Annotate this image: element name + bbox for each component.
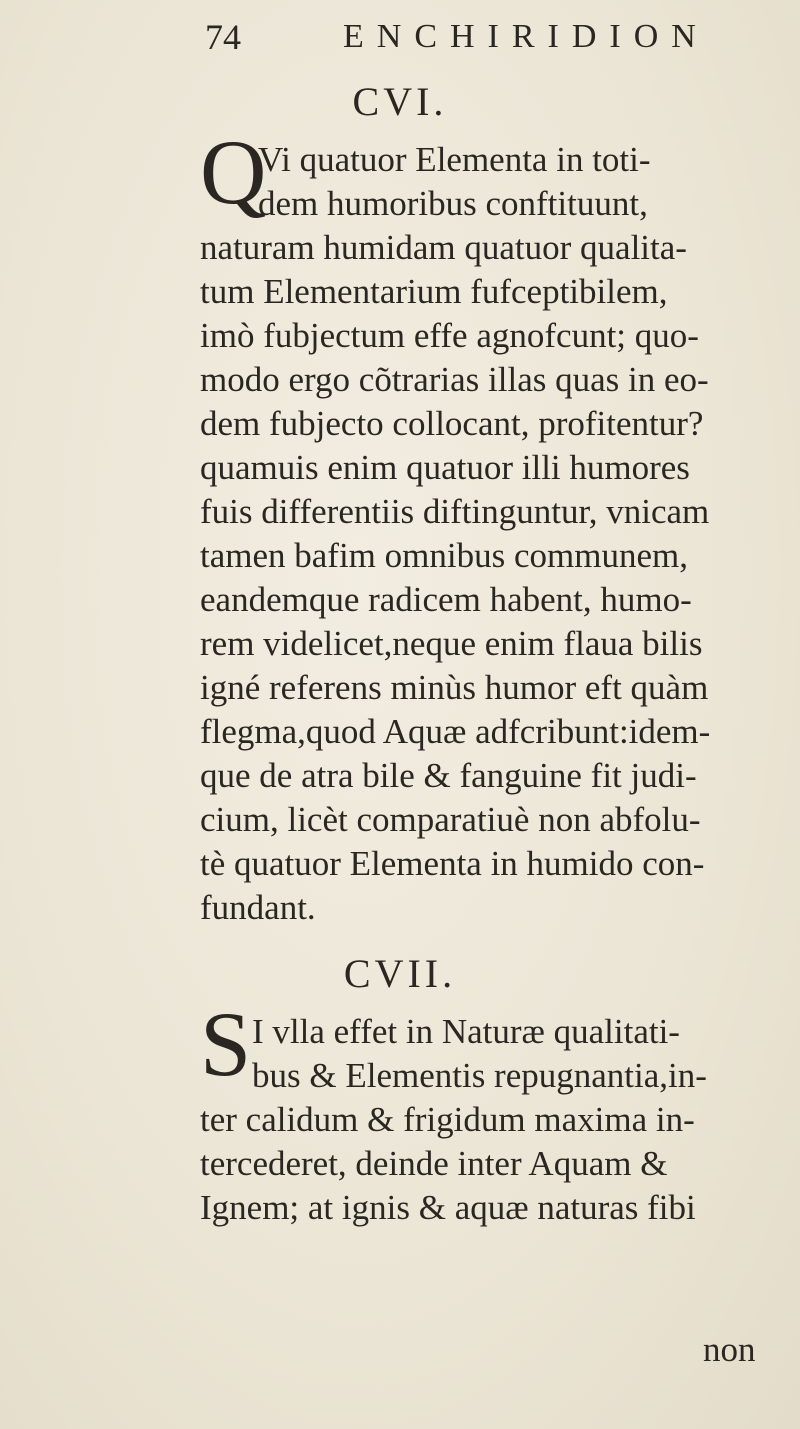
drop-cap-q: Q: [200, 121, 267, 223]
text-line: naturam humidam quatuor qualita-: [200, 228, 687, 267]
text-line: que de atra bile & fanguine fit judi-: [200, 756, 697, 795]
text-line: eandemque radicem habent, humo-: [200, 580, 692, 619]
page-number: 74: [205, 17, 241, 57]
text-line: fuis differentiis diftinguntur, vnicam: [200, 492, 710, 531]
text-line: tercederet, deinde inter Aquam &: [200, 1144, 668, 1183]
section-heading-cvii: CVII.: [343, 951, 457, 996]
text-line: tum Elementarium fufceptibilem,: [200, 272, 668, 311]
text-line: dem fubjecto collocant, profitentur?: [200, 404, 704, 443]
text-line: imò fubjectum effe agnofcunt; quo-: [200, 316, 699, 355]
text-line: Ignem; at ignis & aquæ naturas fibi: [200, 1188, 696, 1227]
text-line: Vi quatuor Elementa in toti-: [258, 140, 651, 179]
text-line: modo ergo cõtrarias illas quas in eo-: [200, 360, 709, 399]
text-line: cium, licèt comparatiuè non abfolu-: [200, 800, 701, 839]
text-line: rem videlicet,neque enim flaua bilis: [200, 624, 703, 663]
text-line: tè quatuor Elementa in humido con-: [200, 844, 705, 883]
text-line: quamuis enim quatuor illi humores: [200, 448, 690, 487]
running-title: ENCHIRIDION: [343, 18, 709, 55]
catchword: non: [703, 1330, 756, 1369]
text-line: bus & Elementis repugnantia,in-: [252, 1056, 707, 1095]
running-header: [0, 14, 800, 64]
text-line: I vlla effet in Naturæ qualitati-: [252, 1012, 680, 1051]
drop-cap-s: S: [200, 993, 252, 1095]
text-line: fundant.: [200, 888, 316, 927]
text-line: ter calidum & frigidum maxima in-: [200, 1100, 695, 1139]
text-line: tamen bafim omnibus communem,: [200, 536, 688, 575]
section-heading-cvi: CVI.: [352, 79, 448, 124]
text-line: igné referens minùs humor eft quàm: [200, 668, 709, 707]
text-line: dem humoribus conftituunt,: [258, 184, 648, 223]
text-line: flegma,quod Aquæ adfcribunt:idem-: [200, 712, 711, 751]
